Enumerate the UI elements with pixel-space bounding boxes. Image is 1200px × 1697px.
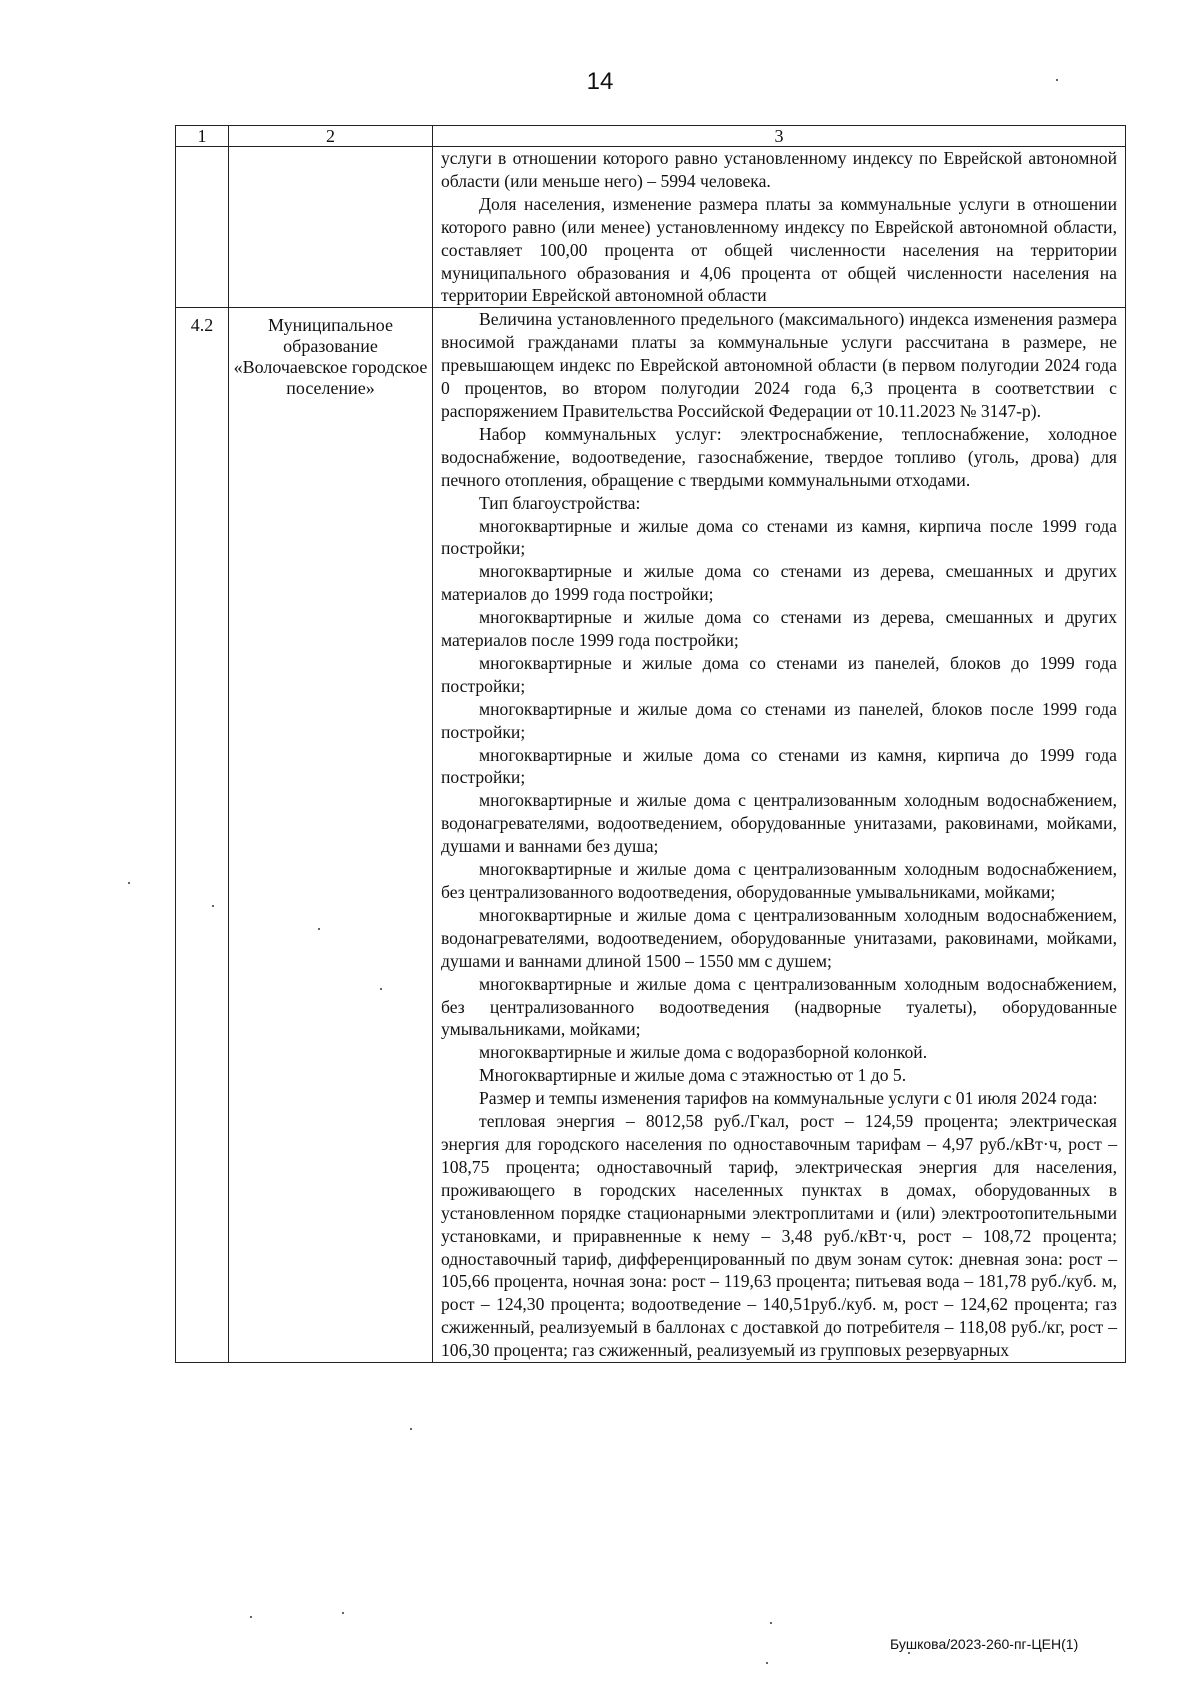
- scan-speck: [342, 1612, 344, 1614]
- table-row-continuation: [176, 147, 1126, 308]
- header-col-3: 3: [433, 126, 1126, 147]
- document-code: Бушкова/2023-260-пг-ЦЕН(1): [890, 1636, 1079, 1652]
- row-paragraph: многоквартирные и жилые дома с централизованным холодным водоснабжением, без централизованного водоотведения, оборудованные умывальниками, мойками;: [441, 859, 1117, 902]
- row-paragraph: многоквартирные и жилые дома со стенами из дерева, смешанных и других материалов после 1999 года постройки;: [441, 607, 1117, 651]
- row-paragraph: многоквартирные и жилые дома со стенами из панелей, блоков до 1999 года постройки;: [441, 652, 1117, 696]
- row-paragraph: Тип благоустройства:: [479, 492, 641, 513]
- scan-speck: [1056, 79, 1058, 81]
- row-number: 4.2: [176, 308, 229, 1363]
- row-paragraph: многоквартирные и жилые дома с централизованным холодным водоснабжением, без централизованного водоотведения (надворные туалеты), оборудованные умывальниками, мойками;: [441, 973, 1117, 1040]
- row-paragraph: многоквартирные и жилые дома со стенами из панелей, блоков после 1999 года постройки;: [441, 698, 1117, 742]
- scan-speck: [770, 1622, 772, 1624]
- continuation-text-cell: [433, 147, 1126, 308]
- tariff-table: [175, 125, 1126, 1363]
- row-paragraph: Набор коммунальных услуг: электроснабжение, теплоснабжение, холодное водоснабжение, водоотведение, газоснабжение, твердое топливо (уголь, дрова) для печного отопления, обращение с твердыми коммунальными отходами.: [441, 423, 1117, 490]
- row-text-cell: [433, 308, 1126, 1363]
- continuation-name-cell: [229, 147, 433, 308]
- row-paragraph: Величина установленного предельного (максимального) индекса изменения размера вносимой гражданами платы за коммунальные услуги рассчитана в размере, не превышающем индекс по Еврейской автономной области (в первом полугодии 2024 года 0 процентов, во втором полугодии 2024 года 6,3 процента в соответствии с распоряжением Правительства Российской Федерации от 10.11.2023 № 3147-р).: [441, 309, 1117, 421]
- scan-speck: [410, 1428, 412, 1430]
- row-paragraph: многоквартирные и жилые дома с водоразборной колонкой.: [479, 1042, 928, 1063]
- header-col-2: 2: [229, 126, 433, 147]
- row-paragraph: многоквартирные и жилые дома со стенами из камня, кирпича до 1999 года постройки;: [441, 744, 1117, 788]
- header-col-1: 1: [176, 126, 229, 147]
- row-paragraph: многоквартирные и жилые дома с централизованным холодным водоснабжением, водонагревателями, водоотведением, оборудованные унитазами, раковинами, мойками, душами и ваннами длиной 1500 – 1550 мм с душем;: [441, 904, 1117, 971]
- scan-speck: [380, 988, 382, 990]
- scan-speck: [250, 1616, 252, 1618]
- row-paragraph: Размер и темпы изменения тарифов на коммунальные услуги с 01 июля 2024 года:: [479, 1088, 1098, 1109]
- scan-speck: [212, 905, 214, 907]
- row-paragraph: многоквартирные и жилые дома со стенами из дерева, смешанных и других материалов до 1999 года постройки;: [441, 561, 1117, 605]
- scan-speck: [318, 928, 320, 930]
- row-paragraph: многоквартирные и жилые дома с централизованным холодным водоснабжением, водонагревателями, водоотведением, оборудованные унитазами, раковинами, мойками, душами и ваннами без душа;: [441, 790, 1117, 857]
- scan-speck: [766, 1662, 768, 1664]
- continuation-paragraph: Доля населения, изменение размера платы за коммунальные услуги в отношении которого равно (или менее) установленному индексу по Еврейской автономной области, составляет 100,00 процента от общей численности населения на территории муниципального образования и 4,06 процента от общей численности населения на территории Еврейской автономной области: [441, 193, 1117, 306]
- continuation-paragraph: услуги в отношении которого равно установленному индексу по Еврейской автономной области (или меньше него) – 5994 человека.: [441, 148, 1117, 191]
- row-paragraph: тепловая энергия – 8012,58 руб./Гкал, рост – 124,59 процента; электрическая энергия для городского населения по одноставочным тарифам – 4,97 руб./кВт·ч, рост – 108,75 процента; одноставочный тариф, электрическая энергия для населения, проживающего в городских населенных пунктах в домах, оборудованных в установленном порядке стационарными электроплитами и (или) электроотопительными установками, и приравненные к нему – 3,48 руб./кВт·ч, рост – 108,72 процента; одноставочный тариф, дифференцированный по двум зонам суток: дневная зона: рост – 105,66 процента, ночная зона: рост – 119,63 процента; питьевая вода – 181,78 руб./куб. м, рост – 124,30 процента; водоотведение – 140,51руб./куб. м, рост – 124,62 процента; газ сжиженный, реализуемый в баллонах с доставкой до потребителя – 118,08 руб./кг, рост – 106,30 процента; газ сжиженный, реализуемый из групповых резервуарных: [441, 1111, 1117, 1361]
- row-paragraph: многоквартирные и жилые дома со стенами из камня, кирпича после 1999 года постройки;: [441, 515, 1117, 559]
- continuation-num-cell: [176, 147, 229, 308]
- municipality-name: Муниципальное образование «Волочаевское городское поселение»: [229, 308, 433, 1363]
- table-row: [176, 308, 1126, 1363]
- scan-speck: [908, 1652, 910, 1654]
- table-header-row: [176, 126, 1126, 147]
- row-paragraph: Многоквартирные и жилые дома с этажностью от 1 до 5.: [479, 1065, 907, 1086]
- scan-speck: [128, 882, 130, 884]
- page-number: 14: [586, 68, 614, 95]
